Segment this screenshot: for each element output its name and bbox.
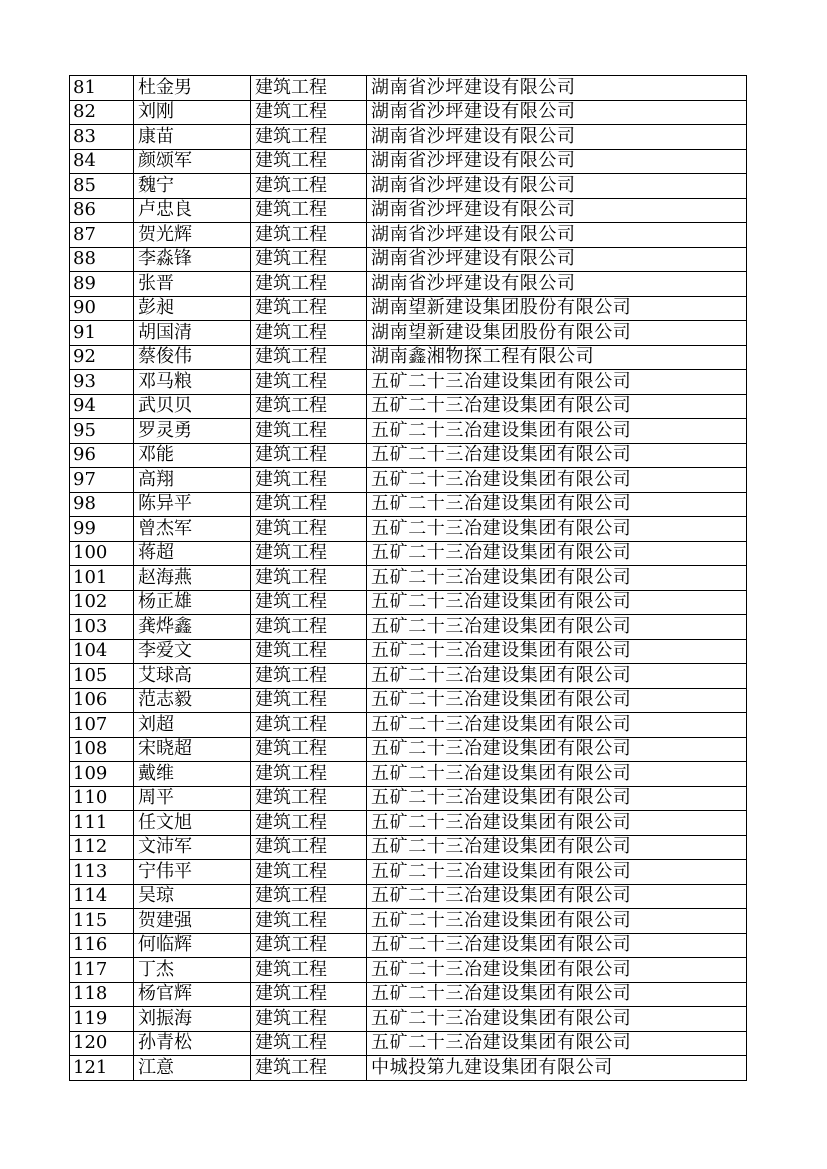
row-number-cell: 117 xyxy=(70,958,134,983)
company-name-cell: 五矿二十三冶建设集团有限公司 xyxy=(367,884,747,909)
specialty-cell: 建筑工程 xyxy=(251,321,367,346)
person-name-cell: 康苗 xyxy=(134,125,251,150)
person-name-cell: 李淼锋 xyxy=(134,247,251,272)
company-name-cell: 五矿二十三冶建设集团有限公司 xyxy=(367,1007,747,1032)
person-name-cell: 戴维 xyxy=(134,762,251,787)
person-name-cell: 丁杰 xyxy=(134,958,251,983)
table-row xyxy=(70,296,747,321)
person-name-cell: 张晋 xyxy=(134,272,251,297)
row-number-cell: 91 xyxy=(70,321,134,346)
specialty-cell: 建筑工程 xyxy=(251,664,367,689)
company-name-cell: 五矿二十三冶建设集团有限公司 xyxy=(367,615,747,640)
table-row xyxy=(70,786,747,811)
table-row xyxy=(70,566,747,591)
row-number-cell: 97 xyxy=(70,468,134,493)
row-number-cell: 90 xyxy=(70,296,134,321)
company-name-cell: 湖南省沙坪建设有限公司 xyxy=(367,247,747,272)
row-number-cell: 106 xyxy=(70,688,134,713)
specialty-cell: 建筑工程 xyxy=(251,590,367,615)
company-name-cell: 湖南省沙坪建设有限公司 xyxy=(367,198,747,223)
company-name-cell: 五矿二十三冶建设集团有限公司 xyxy=(367,762,747,787)
table-row xyxy=(70,174,747,199)
table-row xyxy=(70,125,747,150)
roster-body xyxy=(70,76,747,1081)
company-name-cell: 五矿二十三冶建设集团有限公司 xyxy=(367,443,747,468)
person-name-cell: 罗灵勇 xyxy=(134,419,251,444)
table-row xyxy=(70,884,747,909)
specialty-cell: 建筑工程 xyxy=(251,1007,367,1032)
table-row xyxy=(70,541,747,566)
company-name-cell: 五矿二十三冶建设集团有限公司 xyxy=(367,982,747,1007)
specialty-cell: 建筑工程 xyxy=(251,860,367,885)
table-row xyxy=(70,1031,747,1056)
table-row xyxy=(70,909,747,934)
specialty-cell: 建筑工程 xyxy=(251,468,367,493)
table-row xyxy=(70,639,747,664)
row-number-cell: 88 xyxy=(70,247,134,272)
row-number-cell: 104 xyxy=(70,639,134,664)
company-name-cell: 湖南望新建设集团股份有限公司 xyxy=(367,321,747,346)
row-number-cell: 103 xyxy=(70,615,134,640)
table-row xyxy=(70,860,747,885)
row-number-cell: 109 xyxy=(70,762,134,787)
specialty-cell: 建筑工程 xyxy=(251,125,367,150)
specialty-cell: 建筑工程 xyxy=(251,713,367,738)
row-number-cell: 113 xyxy=(70,860,134,885)
person-name-cell: 邓能 xyxy=(134,443,251,468)
specialty-cell: 建筑工程 xyxy=(251,149,367,174)
row-number-cell: 101 xyxy=(70,566,134,591)
row-number-cell: 116 xyxy=(70,933,134,958)
person-name-cell: 江意 xyxy=(134,1056,251,1081)
table-row xyxy=(70,1056,747,1081)
company-name-cell: 五矿二十三冶建设集团有限公司 xyxy=(367,835,747,860)
table-row xyxy=(70,737,747,762)
person-name-cell: 李爱文 xyxy=(134,639,251,664)
company-name-cell: 湖南省沙坪建设有限公司 xyxy=(367,100,747,125)
company-name-cell: 五矿二十三冶建设集团有限公司 xyxy=(367,492,747,517)
company-name-cell: 五矿二十三冶建设集团有限公司 xyxy=(367,860,747,885)
person-name-cell: 高翔 xyxy=(134,468,251,493)
specialty-cell: 建筑工程 xyxy=(251,1031,367,1056)
company-name-cell: 五矿二十三冶建设集团有限公司 xyxy=(367,419,747,444)
person-name-cell: 刘刚 xyxy=(134,100,251,125)
row-number-cell: 89 xyxy=(70,272,134,297)
company-name-cell: 五矿二十三冶建设集团有限公司 xyxy=(367,664,747,689)
table-row xyxy=(70,321,747,346)
company-name-cell: 五矿二十三冶建设集团有限公司 xyxy=(367,370,747,395)
row-number-cell: 118 xyxy=(70,982,134,1007)
row-number-cell: 99 xyxy=(70,517,134,542)
person-name-cell: 赵海燕 xyxy=(134,566,251,591)
row-number-cell: 120 xyxy=(70,1031,134,1056)
specialty-cell: 建筑工程 xyxy=(251,1056,367,1081)
person-name-cell: 贺建强 xyxy=(134,909,251,934)
person-name-cell: 艾球高 xyxy=(134,664,251,689)
company-name-cell: 五矿二十三冶建设集团有限公司 xyxy=(367,786,747,811)
person-name-cell: 吴琼 xyxy=(134,884,251,909)
table-row xyxy=(70,811,747,836)
row-number-cell: 92 xyxy=(70,345,134,370)
specialty-cell: 建筑工程 xyxy=(251,296,367,321)
specialty-cell: 建筑工程 xyxy=(251,247,367,272)
company-name-cell: 五矿二十三冶建设集团有限公司 xyxy=(367,958,747,983)
specialty-cell: 建筑工程 xyxy=(251,223,367,248)
specialty-cell: 建筑工程 xyxy=(251,615,367,640)
table-row xyxy=(70,223,747,248)
person-name-cell: 胡国清 xyxy=(134,321,251,346)
roster-table xyxy=(69,75,747,1081)
table-row xyxy=(70,443,747,468)
specialty-cell: 建筑工程 xyxy=(251,370,367,395)
row-number-cell: 108 xyxy=(70,737,134,762)
company-name-cell: 湖南鑫湘物探工程有限公司 xyxy=(367,345,747,370)
company-name-cell: 五矿二十三冶建设集团有限公司 xyxy=(367,639,747,664)
company-name-cell: 五矿二十三冶建设集团有限公司 xyxy=(367,394,747,419)
company-name-cell: 五矿二十三冶建设集团有限公司 xyxy=(367,688,747,713)
specialty-cell: 建筑工程 xyxy=(251,541,367,566)
company-name-cell: 五矿二十三冶建设集团有限公司 xyxy=(367,566,747,591)
company-name-cell: 五矿二十三冶建设集团有限公司 xyxy=(367,811,747,836)
company-name-cell: 湖南望新建设集团股份有限公司 xyxy=(367,296,747,321)
company-name-cell: 五矿二十三冶建设集团有限公司 xyxy=(367,468,747,493)
person-name-cell: 刘超 xyxy=(134,713,251,738)
row-number-cell: 84 xyxy=(70,149,134,174)
specialty-cell: 建筑工程 xyxy=(251,443,367,468)
table-row xyxy=(70,713,747,738)
person-name-cell: 颜颂军 xyxy=(134,149,251,174)
table-row xyxy=(70,198,747,223)
person-name-cell: 邓马粮 xyxy=(134,370,251,395)
table-row xyxy=(70,149,747,174)
row-number-cell: 105 xyxy=(70,664,134,689)
person-name-cell: 陈异平 xyxy=(134,492,251,517)
table-row xyxy=(70,517,747,542)
person-name-cell: 任文旭 xyxy=(134,811,251,836)
person-name-cell: 杨正雄 xyxy=(134,590,251,615)
table-row xyxy=(70,933,747,958)
person-name-cell: 蔡俊伟 xyxy=(134,345,251,370)
person-name-cell: 刘振海 xyxy=(134,1007,251,1032)
specialty-cell: 建筑工程 xyxy=(251,174,367,199)
company-name-cell: 五矿二十三冶建设集团有限公司 xyxy=(367,737,747,762)
row-number-cell: 93 xyxy=(70,370,134,395)
specialty-cell: 建筑工程 xyxy=(251,762,367,787)
person-name-cell: 魏宁 xyxy=(134,174,251,199)
person-name-cell: 卢忠良 xyxy=(134,198,251,223)
row-number-cell: 94 xyxy=(70,394,134,419)
company-name-cell: 湖南省沙坪建设有限公司 xyxy=(367,223,747,248)
row-number-cell: 86 xyxy=(70,198,134,223)
table-row xyxy=(70,590,747,615)
row-number-cell: 107 xyxy=(70,713,134,738)
table-row xyxy=(70,958,747,983)
row-number-cell: 121 xyxy=(70,1056,134,1081)
specialty-cell: 建筑工程 xyxy=(251,835,367,860)
specialty-cell: 建筑工程 xyxy=(251,737,367,762)
specialty-cell: 建筑工程 xyxy=(251,394,367,419)
row-number-cell: 112 xyxy=(70,835,134,860)
specialty-cell: 建筑工程 xyxy=(251,517,367,542)
person-name-cell: 何临辉 xyxy=(134,933,251,958)
row-number-cell: 114 xyxy=(70,884,134,909)
company-name-cell: 五矿二十三冶建设集团有限公司 xyxy=(367,517,747,542)
row-number-cell: 111 xyxy=(70,811,134,836)
person-name-cell: 孙青松 xyxy=(134,1031,251,1056)
table-row xyxy=(70,272,747,297)
company-name-cell: 五矿二十三冶建设集团有限公司 xyxy=(367,1031,747,1056)
row-number-cell: 95 xyxy=(70,419,134,444)
specialty-cell: 建筑工程 xyxy=(251,272,367,297)
specialty-cell: 建筑工程 xyxy=(251,198,367,223)
person-name-cell: 曾杰军 xyxy=(134,517,251,542)
person-name-cell: 贺光辉 xyxy=(134,223,251,248)
table-row xyxy=(70,76,747,101)
row-number-cell: 98 xyxy=(70,492,134,517)
table-row xyxy=(70,468,747,493)
table-row xyxy=(70,419,747,444)
table-row xyxy=(70,394,747,419)
person-name-cell: 杜金男 xyxy=(134,76,251,101)
row-number-cell: 115 xyxy=(70,909,134,934)
table-row xyxy=(70,247,747,272)
company-name-cell: 五矿二十三冶建设集团有限公司 xyxy=(367,541,747,566)
row-number-cell: 110 xyxy=(70,786,134,811)
company-name-cell: 湖南省沙坪建设有限公司 xyxy=(367,174,747,199)
row-number-cell: 82 xyxy=(70,100,134,125)
specialty-cell: 建筑工程 xyxy=(251,76,367,101)
person-name-cell: 范志毅 xyxy=(134,688,251,713)
company-name-cell: 湖南省沙坪建设有限公司 xyxy=(367,149,747,174)
person-name-cell: 宁伟平 xyxy=(134,860,251,885)
company-name-cell: 中城投第九建设集团有限公司 xyxy=(367,1056,747,1081)
company-name-cell: 五矿二十三冶建设集团有限公司 xyxy=(367,590,747,615)
specialty-cell: 建筑工程 xyxy=(251,811,367,836)
row-number-cell: 83 xyxy=(70,125,134,150)
specialty-cell: 建筑工程 xyxy=(251,639,367,664)
table-row xyxy=(70,615,747,640)
row-number-cell: 85 xyxy=(70,174,134,199)
person-name-cell: 彭昶 xyxy=(134,296,251,321)
table-row xyxy=(70,762,747,787)
person-name-cell: 周平 xyxy=(134,786,251,811)
company-name-cell: 湖南省沙坪建设有限公司 xyxy=(367,125,747,150)
company-name-cell: 湖南省沙坪建设有限公司 xyxy=(367,272,747,297)
company-name-cell: 五矿二十三冶建设集团有限公司 xyxy=(367,933,747,958)
specialty-cell: 建筑工程 xyxy=(251,884,367,909)
specialty-cell: 建筑工程 xyxy=(251,100,367,125)
specialty-cell: 建筑工程 xyxy=(251,419,367,444)
company-name-cell: 湖南省沙坪建设有限公司 xyxy=(367,76,747,101)
table-row xyxy=(70,100,747,125)
person-name-cell: 龚烨鑫 xyxy=(134,615,251,640)
table-row xyxy=(70,688,747,713)
row-number-cell: 87 xyxy=(70,223,134,248)
company-name-cell: 五矿二十三冶建设集团有限公司 xyxy=(367,909,747,934)
person-name-cell: 杨官辉 xyxy=(134,982,251,1007)
table-row xyxy=(70,345,747,370)
specialty-cell: 建筑工程 xyxy=(251,982,367,1007)
person-name-cell: 蒋超 xyxy=(134,541,251,566)
row-number-cell: 81 xyxy=(70,76,134,101)
person-name-cell: 宋晓超 xyxy=(134,737,251,762)
table-row xyxy=(70,664,747,689)
table-row xyxy=(70,492,747,517)
specialty-cell: 建筑工程 xyxy=(251,345,367,370)
person-name-cell: 文沛军 xyxy=(134,835,251,860)
specialty-cell: 建筑工程 xyxy=(251,786,367,811)
table-row xyxy=(70,835,747,860)
specialty-cell: 建筑工程 xyxy=(251,933,367,958)
row-number-cell: 102 xyxy=(70,590,134,615)
row-number-cell: 100 xyxy=(70,541,134,566)
row-number-cell: 119 xyxy=(70,1007,134,1032)
table-row xyxy=(70,1007,747,1032)
specialty-cell: 建筑工程 xyxy=(251,492,367,517)
table-row xyxy=(70,982,747,1007)
person-name-cell: 武贝贝 xyxy=(134,394,251,419)
specialty-cell: 建筑工程 xyxy=(251,909,367,934)
table-row xyxy=(70,370,747,395)
company-name-cell: 五矿二十三冶建设集团有限公司 xyxy=(367,713,747,738)
specialty-cell: 建筑工程 xyxy=(251,566,367,591)
row-number-cell: 96 xyxy=(70,443,134,468)
specialty-cell: 建筑工程 xyxy=(251,958,367,983)
specialty-cell: 建筑工程 xyxy=(251,688,367,713)
